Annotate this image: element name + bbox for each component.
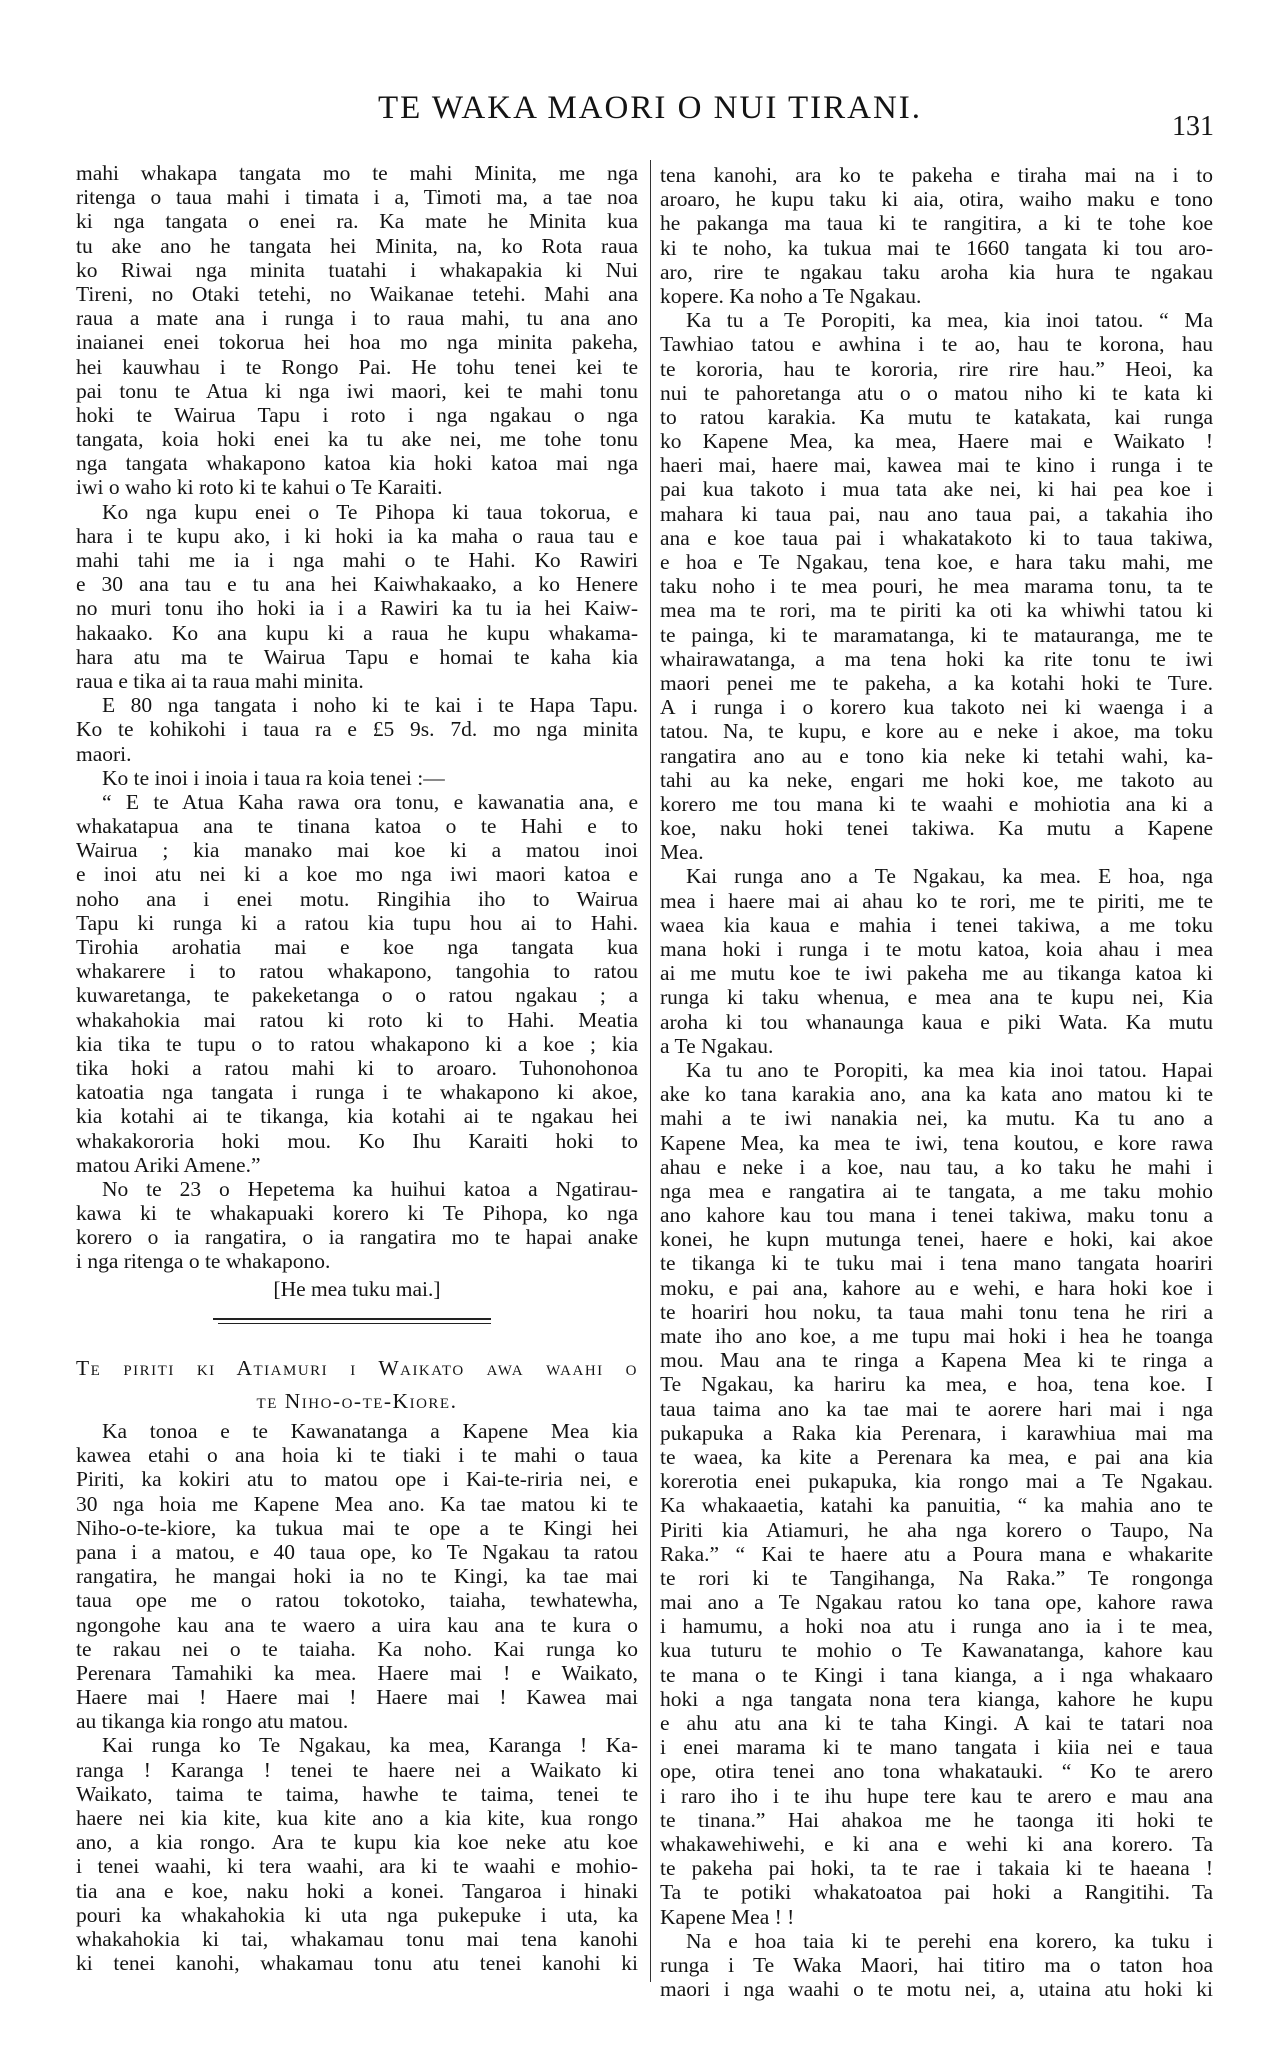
text-line: e inoi atu nei ki a koe mo nga iwi maori katoa e [76, 862, 638, 887]
text-line: whakatapua ana te tinana katoa o te Hahi e to [76, 814, 638, 839]
page-number: 131 [1172, 111, 1214, 142]
text-line: matou Ariki Amene.” [76, 1152, 261, 1177]
text-line: mahi whakapa tangata mo te mahi Minita, me nga [76, 161, 638, 185]
text-line: Ka tonoa e te Kawanatanga a Kapene Mea kia [102, 1419, 638, 1443]
text-line: i hamumu, a hoki noa atu i runga ano ia i te mea, [660, 1614, 1213, 1639]
text-line: pouri ka whakahokia ki uta nga pukepuke i uta, ka [76, 1902, 638, 1927]
text-line: whakahokia ki tai, whakamau tonu mai tena kanohi [76, 1926, 638, 1951]
text-line: aroaro, he kupu taku ki aia, otira, waiho maku e tono [660, 187, 1213, 212]
text-line: te rori ki te Tangihanga, Na Raka.” Te rongonga [660, 1565, 1213, 1590]
text-line: ngongohe kau ana te waero a uira kau ana te kura o [76, 1612, 638, 1637]
text-line: kawea etahi o ana hoia ki te tiaki i te mahi o taua [76, 1443, 638, 1468]
text-line: te tinana.” Hai ahakoa me he taonga iti hoki te [660, 1807, 1213, 1832]
text-line: Niho-o-te-kiore, ka tukua mai te ope a te Kingi hei [76, 1515, 638, 1540]
text-line: taua taima ano ka tae mai te aorere hari mai i nga [660, 1396, 1213, 1421]
text-line: taua ope me o ratou tokotoko, taiaha, tewhatewha, [76, 1588, 638, 1613]
text-line: mea ma te rori, ma te piriti ka oti ka whiwhi tatou ki [660, 598, 1213, 623]
text-line: i enei marama ki te mano tangata i kiia nei e taua [660, 1735, 1213, 1760]
article-separator-rule [213, 1318, 491, 1326]
text-line: korerotia enei pukapuka, kia rongo mai a Te Ngakau. [660, 1469, 1213, 1494]
text-line: Kai runga ano a Te Ngakau, ka mea. E hoa, nga [686, 864, 1213, 889]
text-line: Kapene Mea, ka mea te iwi, tena koutou, e kore rawa [660, 1130, 1213, 1155]
text-line: i nga ritenga o te whakapono. [76, 1249, 331, 1274]
paragraph [76, 766, 638, 790]
article-heading-line: te Niho-o-te-Kiore. [256, 1389, 458, 1413]
text-line: ahau e neke i a koe, nau tau, a ko taku he mahi i [660, 1154, 1213, 1179]
text-line: ki tenei kanohi, whakamau tonu atu tenei kanohi ki [76, 1951, 638, 1976]
text-line: Ka whakaaetia, katahi ka panuitia, “ ka mahia ano te [660, 1493, 1213, 1518]
text-line: Piriti, ka kokiri atu to matou ope i Kai-te-riria nei, e [76, 1467, 638, 1492]
text-line: a Te Ngakau. [660, 1033, 774, 1058]
rule-thick [213, 1318, 491, 1320]
paragraph [76, 500, 638, 694]
text-line: ki te noho, ka tukua mai te 1660 tangata ki tou aro- [660, 235, 1213, 260]
text-line: tu ake ano he tangata hei Minita, na, ko Rota raua [76, 233, 638, 258]
text-line: Tawhiao tatou e awhina i te ao, hau te korona, hau [660, 332, 1213, 357]
text-line: E 80 nga tangata i noho ki te kai i te Hapa Tapu. [102, 693, 638, 718]
left-column-new-article [76, 1419, 638, 1975]
text-line: mai ano a Te Ngakau ratou ko tana ope, kahore rawa [660, 1590, 1213, 1615]
column-divider [650, 160, 651, 1982]
text-line: e hoa e Te Ngakau, tena koe, e hara taku mahi, me [660, 550, 1213, 574]
paragraph [76, 161, 638, 500]
text-line: te mana o te Kingi i tana kianga, a i nga whakaaro [660, 1662, 1213, 1687]
text-line: koe, naku hoki tenei takiwa. Ka mutu a Kapene [660, 816, 1213, 841]
text-line: Ko te kohikohi i taua ra e £5 9s. 7d. mo nga minita [76, 717, 638, 742]
text-line: whakarere i to ratou whakapono, tangohia to ratou [76, 959, 638, 984]
text-line: taku noho i te mea pouri, he mea marama tonu, ta te [660, 574, 1213, 599]
text-line: waea kia kaua e mahia i tenei takiwa, a me toku [660, 912, 1213, 937]
text-line: ana e koe taua pai i whakatakoto ki to taua takiwa, [660, 525, 1213, 550]
text-line: i raro iho i te ihu hupe tere kau te arero e mau ana [660, 1783, 1213, 1808]
text-line: nga tangata whakapono katoa kia hoki katoa mai nga [76, 451, 638, 476]
text-line: e 30 ana tau e tu ana hei Kaiwhakaako, a ko Henere [76, 572, 638, 597]
article-heading-line: Te piriti ki Atiamuri i Waikato awa waahi o [76, 1356, 638, 1380]
text-line: maori i nga waahi o te motu nei, a, utaina atu hoki ki [660, 1977, 1213, 2002]
text-line: e ahu atu ana ki te taha Kingi. A kai te tatari noa [660, 1711, 1213, 1735]
paragraph [76, 693, 638, 766]
rule-thin [218, 1323, 491, 1324]
text-line: hara i te kupu ako, i ki hoki ia ka maha o raua tau e [76, 523, 638, 548]
text-line: te tikanga ki te tuku mai i tena mano tangata hoariri [660, 1251, 1213, 1276]
text-line: pai kua takoto i mua tata ake nei, ki hai pea koe i [660, 477, 1213, 502]
text-line: Tirohia arohatia mai e koe nga tangata kua [76, 935, 638, 959]
paragraph [660, 1929, 1213, 2002]
text-line: Perenara Tamahiki ka mea. Haere mai ! e Waikato, [76, 1660, 638, 1685]
paragraph [76, 1419, 638, 1733]
text-line: ranga ! Karanga ! tenei te haere nei a Waikato ki [76, 1757, 638, 1782]
text-line: aroha ki tou whanaunga kaua e piki Wata. Ka mutu [660, 1009, 1213, 1034]
text-line: Ta te potiki whakatoatoa pai hoki a Rangitihi. Ta [660, 1880, 1213, 1905]
text-line: nga mea e rangatira ai te tangata, a me taku mohio [660, 1178, 1213, 1203]
article-signoff: [He mea tuku mai.] [273, 1277, 441, 1301]
text-line: tena kanohi, ara ko te pakeha e tiraha mai na i to [660, 163, 1213, 187]
text-line: Piriti kia Atiamuri, he aha nga korero o Taupo, Na [660, 1517, 1213, 1542]
text-line: hoki te Wairua Tapu i roto i nga ngakau o nga [76, 402, 638, 427]
text-line: he pakanga ma taua ki te rangitira, a ki te tohe koe [660, 211, 1213, 236]
text-line: Ko nga kupu enei o Te Pihopa ki taua tokorua, e [102, 499, 638, 524]
paragraph [76, 1177, 638, 1274]
text-line: ope, otira tenei ano tona whakatauki. “ Ko te arero [660, 1759, 1213, 1784]
text-line: whakahokia mai ratou ki roto ki to Hahi. Meatia [76, 1007, 638, 1032]
text-line: Kai runga ko Te Ngakau, ka mea, Karanga ! Ka- [102, 1733, 638, 1758]
text-line: noho ana i enei motu. Ringihia iho to Wairua [76, 886, 638, 911]
text-line: hara atu ma te Wairua Tapu e homai te kaha kia [76, 644, 638, 669]
text-line: Wairua ; kia manako mai koe ki a matou inoi [76, 838, 638, 863]
text-line: mou. Mau ana te ringa a Kapena Mea ki te ringa a [660, 1348, 1213, 1373]
newspaper-title: TE WAKA MAORI O NUI TIRANI. [377, 90, 923, 126]
text-line: hoki a nga tangata nona tera kianga, kahore he kupu [660, 1686, 1213, 1711]
text-line: te kororia, hau te kororia, rire rire hau.” Heoi, ka [660, 356, 1213, 381]
text-line: korero me tou mana ki te waahi e mohiotia ana ki a [660, 791, 1213, 816]
text-line: i tenei waahi, ki tera waahi, ara ki te waahi e mohio- [76, 1854, 638, 1879]
text-line: pukapuka a Raka kia Perenara, i karawhiua mai ma [660, 1420, 1213, 1445]
text-line: katoatia nga tangata i runga i te whakapono ki akoe, [76, 1080, 638, 1105]
text-line: Ko te inoi i inoia i taua ra koia tenei :— [102, 765, 445, 790]
text-line: Tapu ki runga ki a ratou kia tupu hou ai to Hahi. [76, 910, 638, 935]
text-line: kua tuturu te mohio o Te Kawanatanga, kahore kau [660, 1638, 1213, 1663]
text-line: no muri tonu iho hoki ia i a Rawiri ka tu ia hei Kaiw- [76, 596, 638, 621]
text-line: kia tika te tupu o to ratou whakapono ki a koe ; kia [76, 1031, 638, 1056]
text-line: to ratou karakia. Ka mutu te katakata, kai runga [660, 404, 1213, 429]
left-column-article-continuation [76, 161, 638, 1274]
text-line: Ka tu ano te Poropiti, ka mea kia inoi tatou. Hapai [686, 1057, 1213, 1082]
text-line: te hoariri hou noku, ta taua mahi tonu tena he riri a [660, 1299, 1213, 1324]
text-line: Haere mai ! Haere mai ! Haere mai ! Kawea mai [76, 1685, 638, 1710]
text-line: inaianei enei tokorua hei hoa mo nga minita pakeha, [76, 330, 638, 355]
text-line: ai me mutu koe te iwi pakeha me au tikanga katoa ki [660, 961, 1213, 986]
text-line: mahi tahi me ia i nga mahi o te Hahi. Ko Rawiri [76, 548, 638, 572]
text-line: mate iho ano koe, a me tupu mai hoki i hea he toanga [660, 1324, 1213, 1348]
text-line: tatou. Na, te kupu, e kore au e neke i akoe, ma toku [660, 719, 1213, 744]
text-line: haere nei kia kite, kua kite ano a kia kite, kua rongo [76, 1806, 638, 1830]
text-line: runga ki taku whenua, e mea ana te kupu nei, Kia [660, 985, 1213, 1010]
text-line: te waea, ka kite a Perenara ka mea, e pai ana kia [660, 1444, 1213, 1469]
text-line: moku, e pai ana, kahore au e wehi, e hara hoki koe i [660, 1275, 1213, 1300]
text-line: ake ko tana karakia ano, ana ka kata ano matou ki te [660, 1082, 1213, 1107]
text-line: te rakau nei o te taiaha. Ka noho. Kai runga ko [76, 1636, 638, 1661]
text-line: kopere. Ka noho a Te Ngakau. [660, 283, 922, 308]
text-line: tahi au ka neke, engari me hoki koe, me takoto au [660, 767, 1213, 792]
text-line: haeri mai, haere mai, kawea mai te kino i runga i te [660, 453, 1213, 478]
text-line: rangatira ano au e tono kia neke ki tetahi wahi, ka- [660, 743, 1213, 768]
text-line: Mea. [660, 840, 704, 865]
paragraph [76, 790, 638, 1177]
text-line: konei, he kupn mutunga tenei, haere e hoki, kai akoe [660, 1227, 1213, 1252]
text-line: runga i Te Waka Maori, hai titiro ma o taton hoa [660, 1952, 1213, 1977]
text-line: mana hoki i runga i te motu katoa, koia ahau i mea [660, 937, 1213, 961]
text-line: Tireni, no Otaki tetehi, no Waikanae tetehi. Mahi ana [76, 281, 638, 306]
text-line: Ka tu a Te Poropiti, ka mea, kia inoi tatou. “ Ma [686, 308, 1213, 333]
text-line: Kapene Mea ! ! [660, 1904, 795, 1929]
text-line: tangata, koia hoki enei ka tu ake nei, me tohe tonu [76, 427, 638, 452]
text-line: nui te pahoretanga atu o o matou niho ki te kata ki [660, 380, 1213, 405]
text-line: Te Ngakau, ka hariru ka mea, e hoa, tena koe. I [660, 1372, 1213, 1397]
text-line: hakaako. Ko ana kupu ki a raua he kupu whakama- [76, 620, 638, 645]
text-line: whakakororia hoki mou. Ko Ihu Karaiti hoki to [76, 1128, 638, 1153]
text-line: korero o ia rangatira, o ia rangatira mo te hapai anake [76, 1225, 638, 1250]
paragraph [660, 864, 1213, 1058]
text-line: kia kotahi ai te tikanga, kia kotahi ai te ngakau hei [76, 1104, 638, 1129]
text-line: hei kauwhau i te Rongo Pai. He tohu tenei kei te [76, 354, 638, 379]
text-line: No te 23 o Hepetema ka huihui katoa a Ngatirau- [102, 1176, 638, 1201]
text-line: whakawehiwehi, e ki ana e wehi ki ana korero. Ta [660, 1831, 1213, 1856]
text-line: “ E te Atua Kaha rawa ora tonu, e kawanatia ana, e [102, 789, 638, 814]
text-line: iwi o waho ki roto ki te kahui o Te Karaiti. [76, 475, 443, 500]
text-line: tika hoki a ratou mahi ki to aroaro. Tuhonohonoa [76, 1055, 638, 1080]
text-line: ki nga tangata o enei ra. Ka mate he Minita kua [76, 209, 638, 234]
text-line: ko Riwai nga minita tuatahi i whakapakia ki Nui [76, 257, 638, 282]
text-line: 30 nga hoia me Kapene Mea ano. Ka tae matou ki te [76, 1491, 638, 1516]
text-line: ritenga o taua mahi i timata i a, Timoti ma, a tae noa [76, 185, 638, 210]
text-line: maori penei me te pakeha, a ka kotahi hoki te Ture. [660, 670, 1213, 695]
text-line: raua a mate ana i runga i to raua mahi, tu ana ano [76, 306, 638, 331]
article-heading [76, 1352, 638, 1418]
text-line: mahara ki taua pai, nau ano taua pai, a takahia iho [660, 501, 1213, 526]
text-line: pana i a matou, e 40 taua ope, ko Te Ngakau ta ratou [76, 1539, 638, 1564]
text-line: mahi a te iwi nanakia nei, ka mutu. Ka tu ano a [660, 1106, 1213, 1131]
text-line: mea i haere mai ai ahau ko te rori, me te piriti, me te [660, 888, 1213, 913]
text-line: raua e tika ai ta raua mahi minita. [76, 668, 364, 693]
paragraph [660, 308, 1213, 864]
text-line: kuwaretanga, te pakeketanga o o ratou ngakau ; a [76, 983, 638, 1008]
text-line: tia ana e koe, naku hoki a konei. Tangaroa i hinaki [76, 1878, 638, 1903]
text-line: Waikato, taima te taima, hawhe te taima, tenei te [76, 1781, 638, 1806]
paragraph [660, 163, 1213, 308]
text-line: pai tonu te Atua ki nga iwi maori, kei te mahi tonu [76, 378, 638, 403]
text-line: ano kahore kau tou mana i tenei takiwa, maku tonu a [660, 1203, 1213, 1228]
text-line: kawa ki te whakapuaki korero ki Te Pihopa, ko nga [76, 1201, 638, 1226]
paragraph [660, 1058, 1213, 1929]
paragraph [76, 1733, 638, 1975]
text-line: whairawatanga, a ma tena hoki ka rite tonu te iwi [660, 646, 1213, 671]
text-line: Raka.” “ Kai te haere atu a Poura mana e whakarite [660, 1541, 1213, 1566]
text-line: au tikanga kia rongo atu matou. [76, 1709, 349, 1734]
text-line: A i runga i o korero kua takoto nei ki waenga i a [660, 695, 1213, 720]
text-line: aro, rire te ngakau taku aroha kia hura te ngakau [660, 259, 1213, 284]
text-line: te painga, ki te maramatanga, ki te matauranga, me te [660, 622, 1213, 647]
text-line: te pakeha pai hoki, ta te rae i takaia ki te haeana ! [660, 1856, 1213, 1881]
text-line: ano, a kia rongo. Ara te kupu kia koe neke atu koe [76, 1830, 638, 1855]
text-line: ko Kapene Mea, ka mea, Haere mai e Waikato ! [660, 429, 1213, 454]
right-column [660, 163, 1213, 2001]
text-line: rangatira, he mangai hoki ia no te Kingi, ka tae mai [76, 1564, 638, 1589]
text-line: Na e hoa taia ki te perehi ena korero, ka tuku i [686, 1928, 1213, 1953]
text-line: maori. [76, 741, 132, 766]
